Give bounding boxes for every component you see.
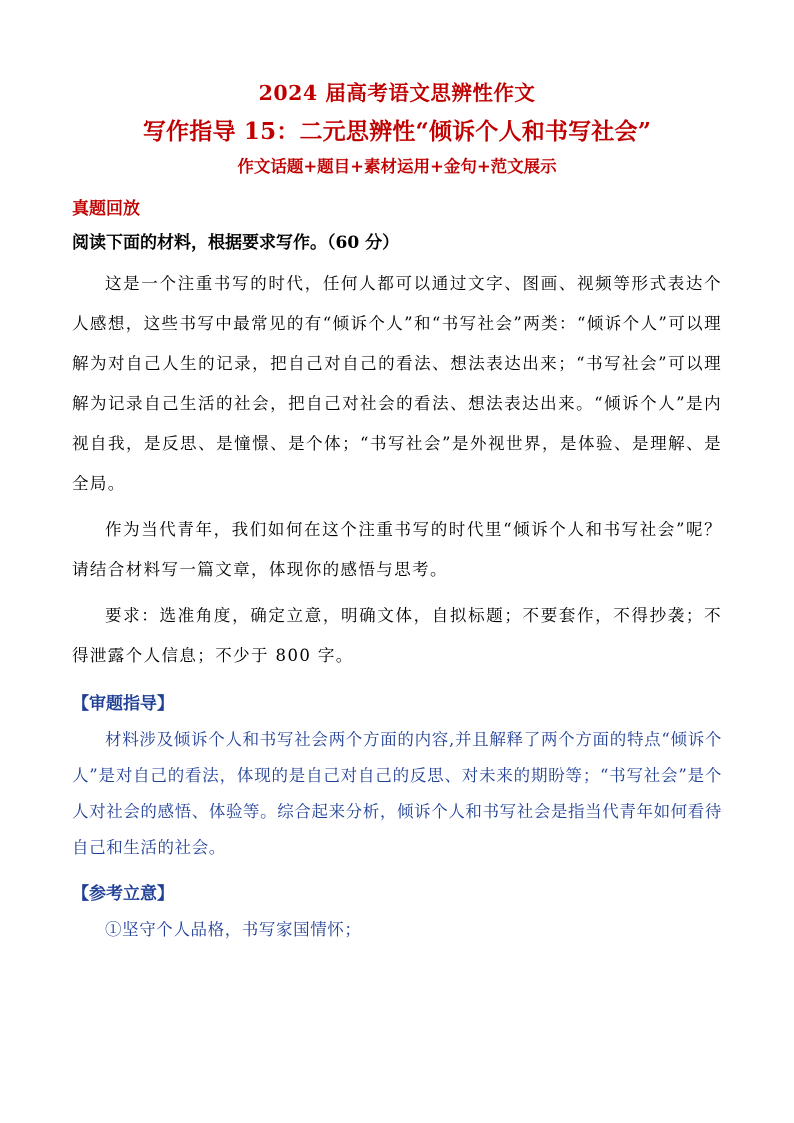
cankao-item-1: ①坚守个人品格，书写家国情怀； xyxy=(105,920,362,939)
section-heading-real-question: 真题回放 xyxy=(72,199,140,219)
document-title-line-1: 2024 届高考语文思辨性作文 xyxy=(258,81,536,105)
material-paragraph-2: 作为当代青年，我们如何在这个注重书写的时代里“倾诉个人和书写社会”呢？请结合材料写一篇文章，体现你的感悟与思考。 xyxy=(72,520,722,579)
document-title-line-2: 写作指导 15：二元思辨性“倾诉个人和书写社会” xyxy=(142,118,652,145)
instruction-text: 阅读下面的材料，根据要求写作。（60 分） xyxy=(72,233,400,253)
material-paragraph-3: 要求：选准角度，确定立意，明确文体，自拟标题；不要套作，不得抄袭；不得泄露个人信息；不少于 800 字。 xyxy=(72,606,722,665)
section-heading-shenti: 【审题指导】 xyxy=(72,694,174,714)
material-paragraph-1: 这是一个注重书写的时代，任何人都可以通过文字、图画、视频等形式表达个人感想，这些书写中最常见的有“倾诉个人”和“书写社会”两类：“倾诉个人”可以理解为对自己人生的记录，把自己对自己的看法、想法表达出来；“书写社会”可以理解为记录自己生活的社会，把自己对社会的看法、想法表达出来。“倾诉个人”是内视自我，是反思、是憧憬、是个体；“书写社会”是外视世界，是体验、是理解、是全局。 xyxy=(72,274,722,493)
shenti-paragraph-1: 材料涉及倾诉个人和书写社会两个方面的内容,并且解释了两个方面的特点“倾诉个人”是对自己的看法，体现的是自己对自己的反思、对未来的期盼等；“书写社会”是个人对社会的感悟、体验等。综合起来分析，倾诉个人和书写社会是指当代青年如何看待自己和生活的社会。 xyxy=(72,730,722,857)
section-heading-cankao: 【参考立意】 xyxy=(72,884,174,904)
document-subtitle: 作文话题+题目+素材运用+金句+范文展示 xyxy=(237,157,557,176)
